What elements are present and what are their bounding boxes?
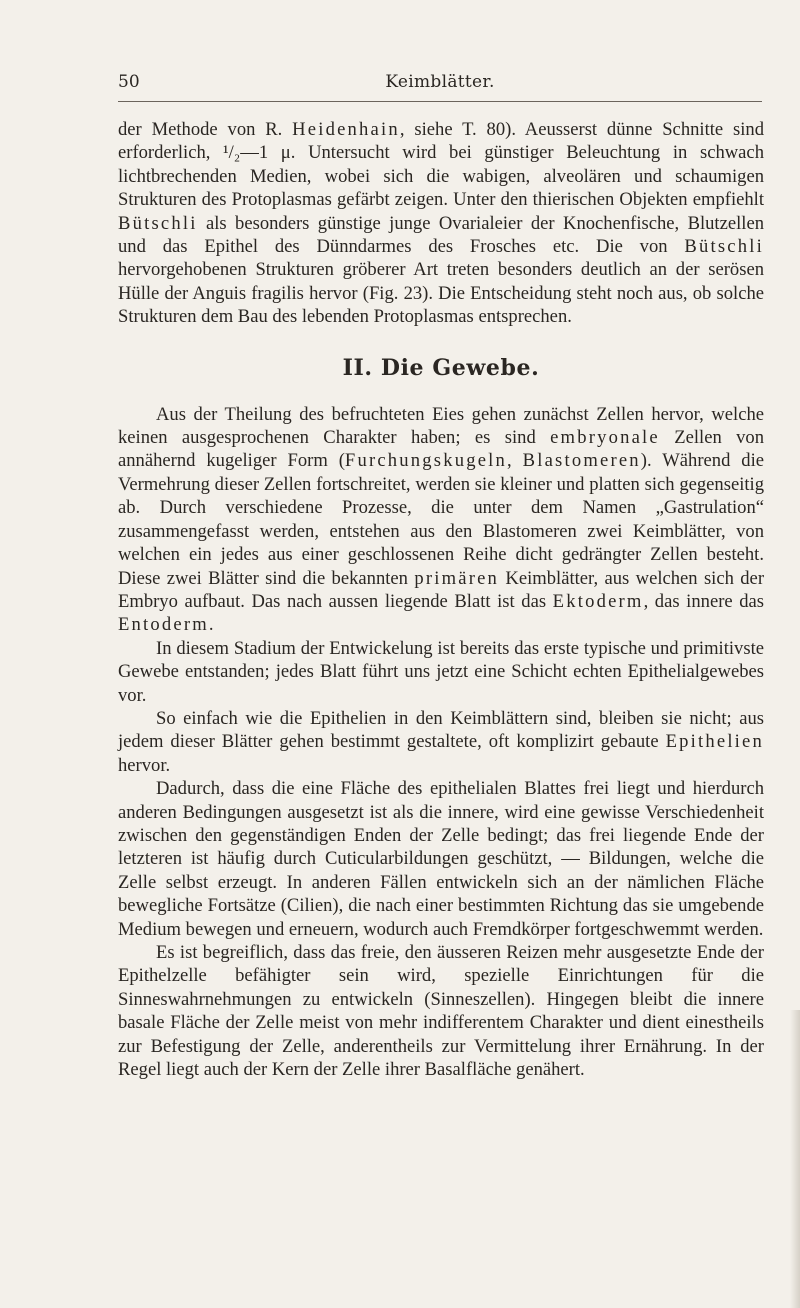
paragraph-3: In diesem Stadium der Entwickelung ist bereits das erste typische und primitivste Gewebe entstanden; jedes Blatt führt uns jetzt eine Schicht echten Epithelialgewebes vor.	[118, 637, 764, 706]
spaced-term: primären	[414, 567, 500, 589]
spaced-term: Entoderm	[118, 614, 209, 636]
spaced-term: Epithelien	[665, 731, 764, 753]
paragraph-4: So einfach wie die Epithelien in den Keimblättern sind, bleiben sie nicht; aus jedem dieser Blätter gehen bestimmt gestaltete, oft komplizirt gebaute Epithelien hervor.	[118, 707, 764, 776]
page-header	[118, 72, 762, 98]
spaced-term: Furchungskugeln	[344, 450, 508, 472]
section-heading: II. Die Gewebe.	[342, 354, 540, 381]
spaced-name: Bütschli	[118, 212, 198, 234]
spaced-term: Ektoderm	[552, 590, 644, 612]
running-head: Keimblätter.	[385, 72, 495, 92]
header-rule	[118, 101, 762, 102]
page-number: 50	[118, 72, 140, 92]
paragraph-6: Es ist begreiflich, dass das freie, den äusseren Reizen mehr ausgesetzte Ende der Epithelzelle befähigter sein wird, spezielle Einrichtungen für die Sinneswahrnehmungen zu entwickeln (Sinneszellen). Hingegen bleibt die innere basale Fläche der Zelle meist von mehr indifferentem Charakter und dient einestheils zur Befestigung der Zelle, anderentheils zur Vermittelung ihrer Ernährung. In der Regel liegt auch der Kern der Zelle ihrer Basalfläche genähert.	[118, 942, 764, 1081]
spaced-name: Bütschli	[684, 236, 764, 258]
spaced-name: Heidenhain	[292, 119, 400, 140]
paragraph-1: der Methode von R. Heidenhain, siehe T. 80). Aeusserst dünne Schnitte sind erforderlich, ¹/₂—1 μ. Untersucht wird bei günstiger Beleuchtung in schwach lichtbrechenden Medien, wobei sich die wabigen, alveolären und schaumigen Strukturen des Protoplasmas gefärbt zeigen. Unter den thierischen Objekten empfiehlt Bütschli als besonders günstige junge Ovarialeier der Knochenfische, Blutzellen und das Epithel des Dünndarmes des Frosches etc. Die von Bütschli hervorgehobenen Strukturen gröberer Art treten besonders deutlich an der serösen Hülle der Anguis fragilis hervor (Fig. 23). Die Entscheidung steht noch aus, ob solche Strukturen dem Bau des lebenden Protoplasmas entsprechen.	[118, 119, 764, 328]
spaced-term: Blastomeren	[522, 450, 641, 472]
paragraph-5: Dadurch, dass die eine Fläche des epithelialen Blattes frei liegt und hierdurch anderen Bedingungen ausgesetzt ist als die innere, wird eine gewisse Verschiedenheit zwischen den gegenständigen Enden der Zelle bedingt; das frei liegende Ende der letzteren ist häufig durch Cuticularbildungen geschützt, — Bildungen, welche die Zelle selbst erzeugt. In anderen Fällen entwickeln sich an der nämlichen Fläche bewegliche Fortsätze (Cilien), die nach einer bestimmten Richtung das sie umgebende Medium bewegen und erneuern, wodurch auch Fremdkörper fortgeschwemmt werden.	[118, 778, 764, 940]
page-edge-shadow	[790, 1010, 800, 1308]
body-text	[118, 118, 764, 1081]
spaced-term: embryonale	[550, 427, 660, 449]
paragraph-2: Aus der Theilung des befruchteten Eies gehen zunächst Zellen hervor, welche keinen ausgesprochenen Charakter haben; es sind embryonale Zellen von annähernd kugeliger Form (Furchungskugeln, Blastomeren). Während die Vermehrung dieser Zellen fortschreitet, werden sie kleiner und platten sich gegenseitig ab. Durch verschiedene Prozesse, die unter dem Namen „Gastrulation“ zusammengefasst werden, entstehen aus den Blastomeren zwei Keimblätter, von welchen ein jedes aus einer geschlossenen Reihe dicht gedrängter Zellen besteht. Diese zwei Blätter sind die bekannten primären Keimblätter, aus welchen sich der Embryo aufbaut. Das nach aussen liegende Blatt ist das Ektoderm, das innere das Entoderm.	[118, 403, 765, 636]
